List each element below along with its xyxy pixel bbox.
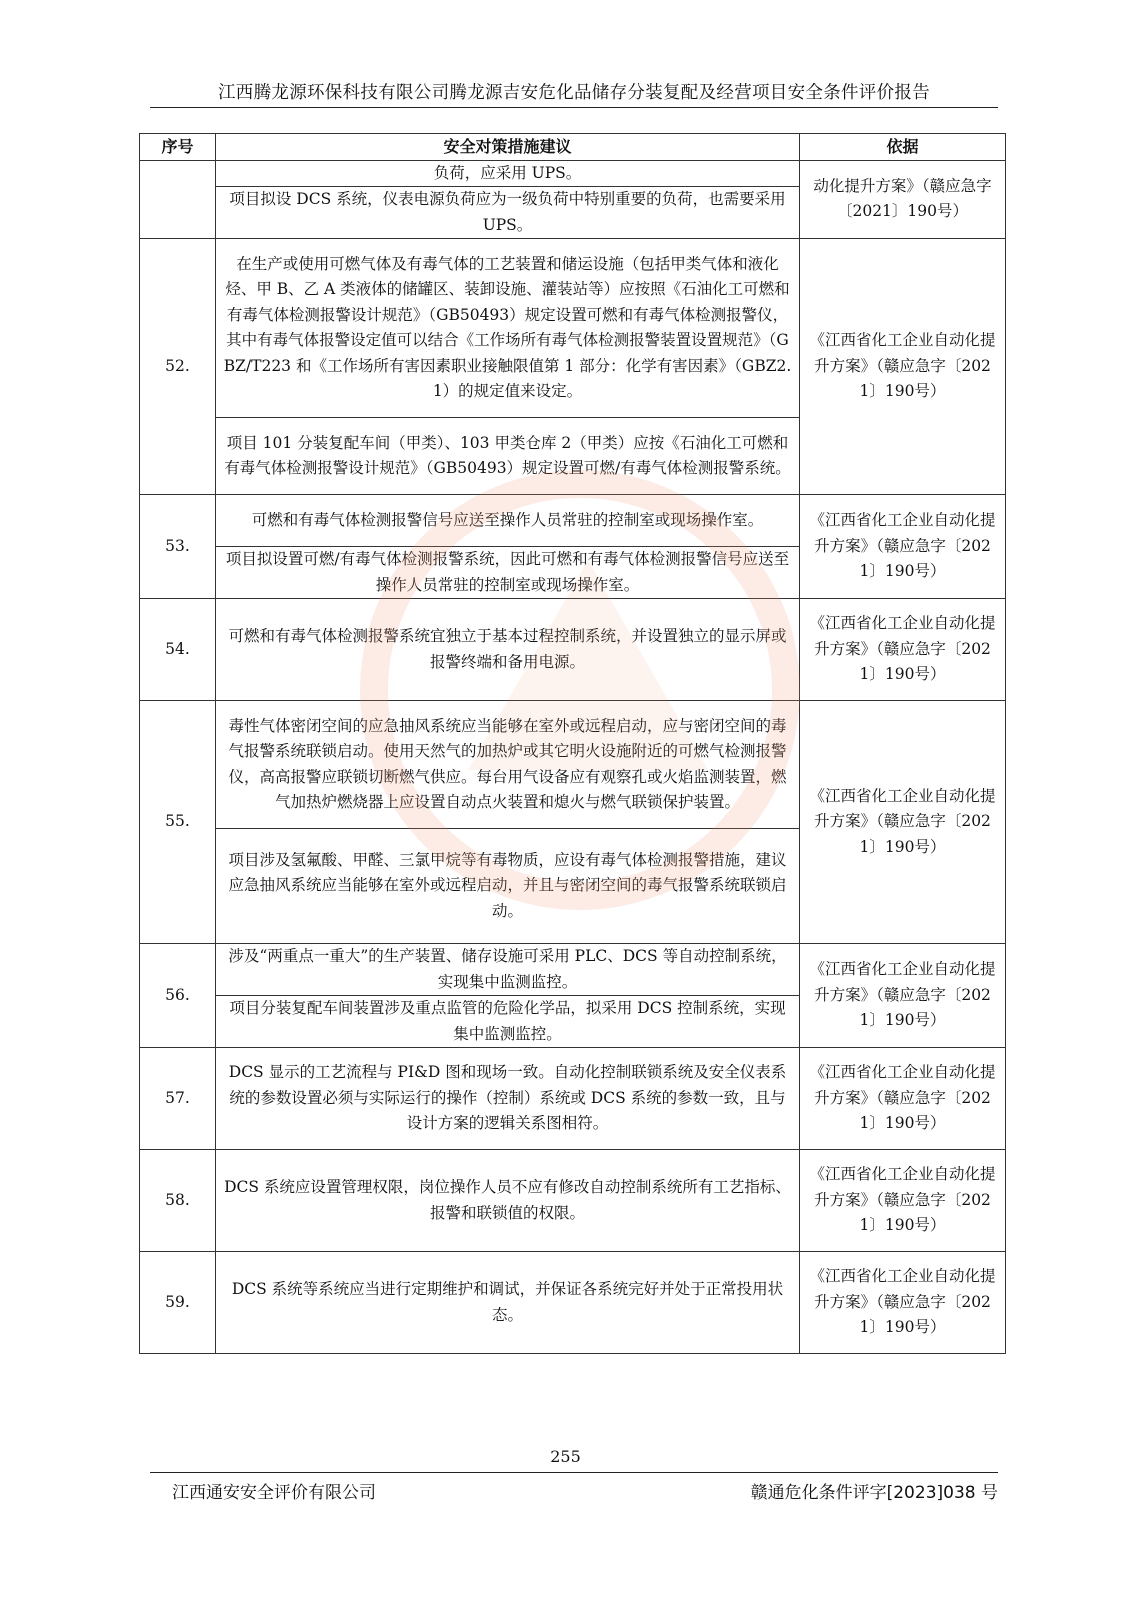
safety-measures-table <box>139 133 1006 1354</box>
measure-text: 项目拟设 DCS 系统，仪表电源负荷应为一级负荷中特别重要的负荷，也需要采用 UPS。 <box>216 187 800 239</box>
column-header-no: 序号 <box>140 134 216 161</box>
measure-text: 毒性气体密闭空间的应急抽风系统应当能够在室外或远程启动，应与密闭空间的毒气报警系统联锁启动。使用天然气的加热炉或其它明火设施附近的可燃气检测报警仪，高高报警应联锁切断燃气供应。每台用气设备应有观察孔或火焰监测装置，燃气加热炉燃烧器上应设置自动点火装置和熄火与燃气联锁保护装置。 <box>216 701 800 829</box>
table-row <box>140 599 1006 701</box>
row-number: 54. <box>140 599 216 701</box>
column-header-measures: 安全对策措施建议 <box>216 134 800 161</box>
measure-text: 项目分装复配车间装置涉及重点监管的危险化学品，拟采用 DCS 控制系统，实现集中监测监控。 <box>216 996 800 1048</box>
table-row <box>140 160 1006 187</box>
page-number: 255 <box>550 1447 581 1466</box>
basis-text: 《江西省化工企业自动化提升方案》（赣应急字〔2021〕190号） <box>800 239 1006 495</box>
basis-text: 动化提升方案》（赣应急字〔2021〕190号） <box>800 160 1006 239</box>
measure-text: 涉及“两重点一重大”的生产装置、储存设施可采用 PLC、DCS 等自动控制系统，实现集中监测监控。 <box>216 944 800 996</box>
row-number: 59. <box>140 1252 216 1354</box>
column-header-basis: 依据 <box>800 134 1006 161</box>
measure-text: 项目拟设置可燃/有毒气体检测报警系统，因此可燃和有毒气体检测报警信号应送至操作人员常驻的控制室或现场操作室。 <box>216 547 800 599</box>
row-number: 56. <box>140 944 216 1048</box>
table-row <box>140 701 1006 829</box>
measure-text: 项目 101 分装复配车间（甲类）、103 甲类仓库 2（甲类）应按《石油化工可燃和有毒气体检测报警设计规范》（GB50493）规定设置可燃/有毒气体检测报警系统。 <box>216 418 800 495</box>
document-header-title: 江西腾龙源环保科技有限公司腾龙源吉安危化品储存分装复配及经营项目安全条件评价报告 <box>218 83 930 103</box>
footer-report-number: 赣通危化条件评字[2023]038 号 <box>750 1483 998 1503</box>
measure-text: DCS 显示的工艺流程与 PI&D 图和现场一致。自动化控制联锁系统及安全仪表系统的参数设置必须与实际运行的操作（控制）系统或 DCS 系统的参数一致，且与设计方案的逻辑关系图相符。 <box>216 1048 800 1150</box>
row-number: 52. <box>140 239 216 495</box>
table-row <box>140 1048 1006 1150</box>
measure-text: 负荷，应采用 UPS。 <box>216 160 800 187</box>
basis-text: 《江西省化工企业自动化提升方案》（赣应急字〔2021〕190号） <box>800 599 1006 701</box>
table-row <box>140 944 1006 996</box>
row-number: 58. <box>140 1150 216 1252</box>
table-row <box>140 239 1006 418</box>
measure-text: DCS 系统等系统应当进行定期维护和调试，并保证各系统完好并处于正常投用状态。 <box>216 1252 800 1354</box>
table-row <box>140 1150 1006 1252</box>
measure-text: DCS 系统应设置管理权限，岗位操作人员不应有修改自动控制系统所有工艺指标、报警和联锁值的权限。 <box>216 1150 800 1252</box>
table-header-row <box>140 134 1006 161</box>
measure-text: 可燃和有毒气体检测报警信号应送至操作人员常驻的控制室或现场操作室。 <box>216 495 800 547</box>
measure-text: 在生产或使用可燃气体及有毒气体的工艺装置和储运设施（包括甲类气体和液化烃、甲 B、乙 A 类液体的储罐区、装卸设施、灌装站等）应按照《石油化工可燃和有毒气体检测报警设计规范》（GB50493）规定设置可燃和有毒气体检测报警仪，其中有毒气体报警设定值可以结合《工作场所有毒气体检测报警装置设置规范》（GBZ/T223 和《工作场所有害因素职业接触限值第 1 部分：化学有害因素》（GBZ2.1）的规定值来设定。 <box>216 239 800 418</box>
table-row <box>140 495 1006 547</box>
row-number: 57. <box>140 1048 216 1150</box>
row-number: 53. <box>140 495 216 599</box>
header-rule <box>150 107 998 108</box>
footer-company: 江西通安安全评价有限公司 <box>172 1483 376 1503</box>
footer-rule <box>150 1472 998 1473</box>
row-number: 55. <box>140 701 216 944</box>
measure-text: 可燃和有毒气体检测报警系统宜独立于基本过程控制系统，并设置独立的显示屏或报警终端和备用电源。 <box>216 599 800 701</box>
measure-text: 项目涉及氢氟酸、甲醛、三氯甲烷等有毒物质，应设有毒气体检测报警措施，建议应急抽风系统应当能够在室外或远程启动，并且与密闭空间的毒气报警系统联锁启动。 <box>216 829 800 944</box>
basis-text: 《江西省化工企业自动化提升方案》（赣应急字〔2021〕190号） <box>800 1252 1006 1354</box>
basis-text: 《江西省化工企业自动化提升方案》（赣应急字〔2021〕190号） <box>800 944 1006 1048</box>
basis-text: 《江西省化工企业自动化提升方案》（赣应急字〔2021〕190号） <box>800 1048 1006 1150</box>
basis-text: 《江西省化工企业自动化提升方案》（赣应急字〔2021〕190号） <box>800 495 1006 599</box>
basis-text: 《江西省化工企业自动化提升方案》（赣应急字〔2021〕190号） <box>800 1150 1006 1252</box>
row-number <box>140 160 216 239</box>
table-row <box>140 1252 1006 1354</box>
basis-text: 《江西省化工企业自动化提升方案》（赣应急字〔2021〕190号） <box>800 701 1006 944</box>
